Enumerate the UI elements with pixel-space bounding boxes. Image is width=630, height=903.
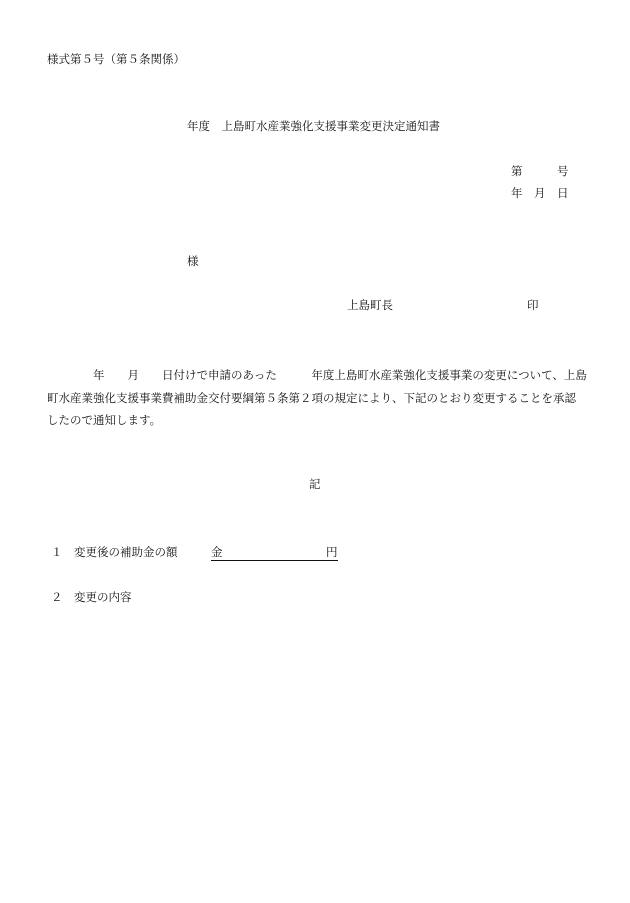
- form-number-label: 様式第５号（第５条関係）: [47, 52, 185, 66]
- item-1-label: １ 変更後の補助金の額: [51, 545, 178, 559]
- document-title: 年度 上島町水産業強化支援事業変更決定通知書: [187, 119, 440, 133]
- document-number-line: 第 号: [511, 164, 569, 178]
- seal-mark: 印: [527, 298, 539, 312]
- sender-title: 上島町長: [347, 298, 393, 312]
- section-heading-ki: 記: [309, 477, 321, 491]
- notification-body: 年 月 日付けで申請のあった 年度上島町水産業強化支援事業の変更について、上島町水産業強化支援事業費補助金交付要綱第５条第２項の規定により、下記のとおり変更することを承認したので通知します。: [47, 368, 587, 427]
- item-2-label: ２ 変更の内容: [51, 590, 132, 604]
- addressee-honorific: 様: [187, 254, 199, 268]
- document-date-line: 年 月 日: [511, 186, 569, 200]
- item-1-amount-field: 金 円: [211, 545, 338, 559]
